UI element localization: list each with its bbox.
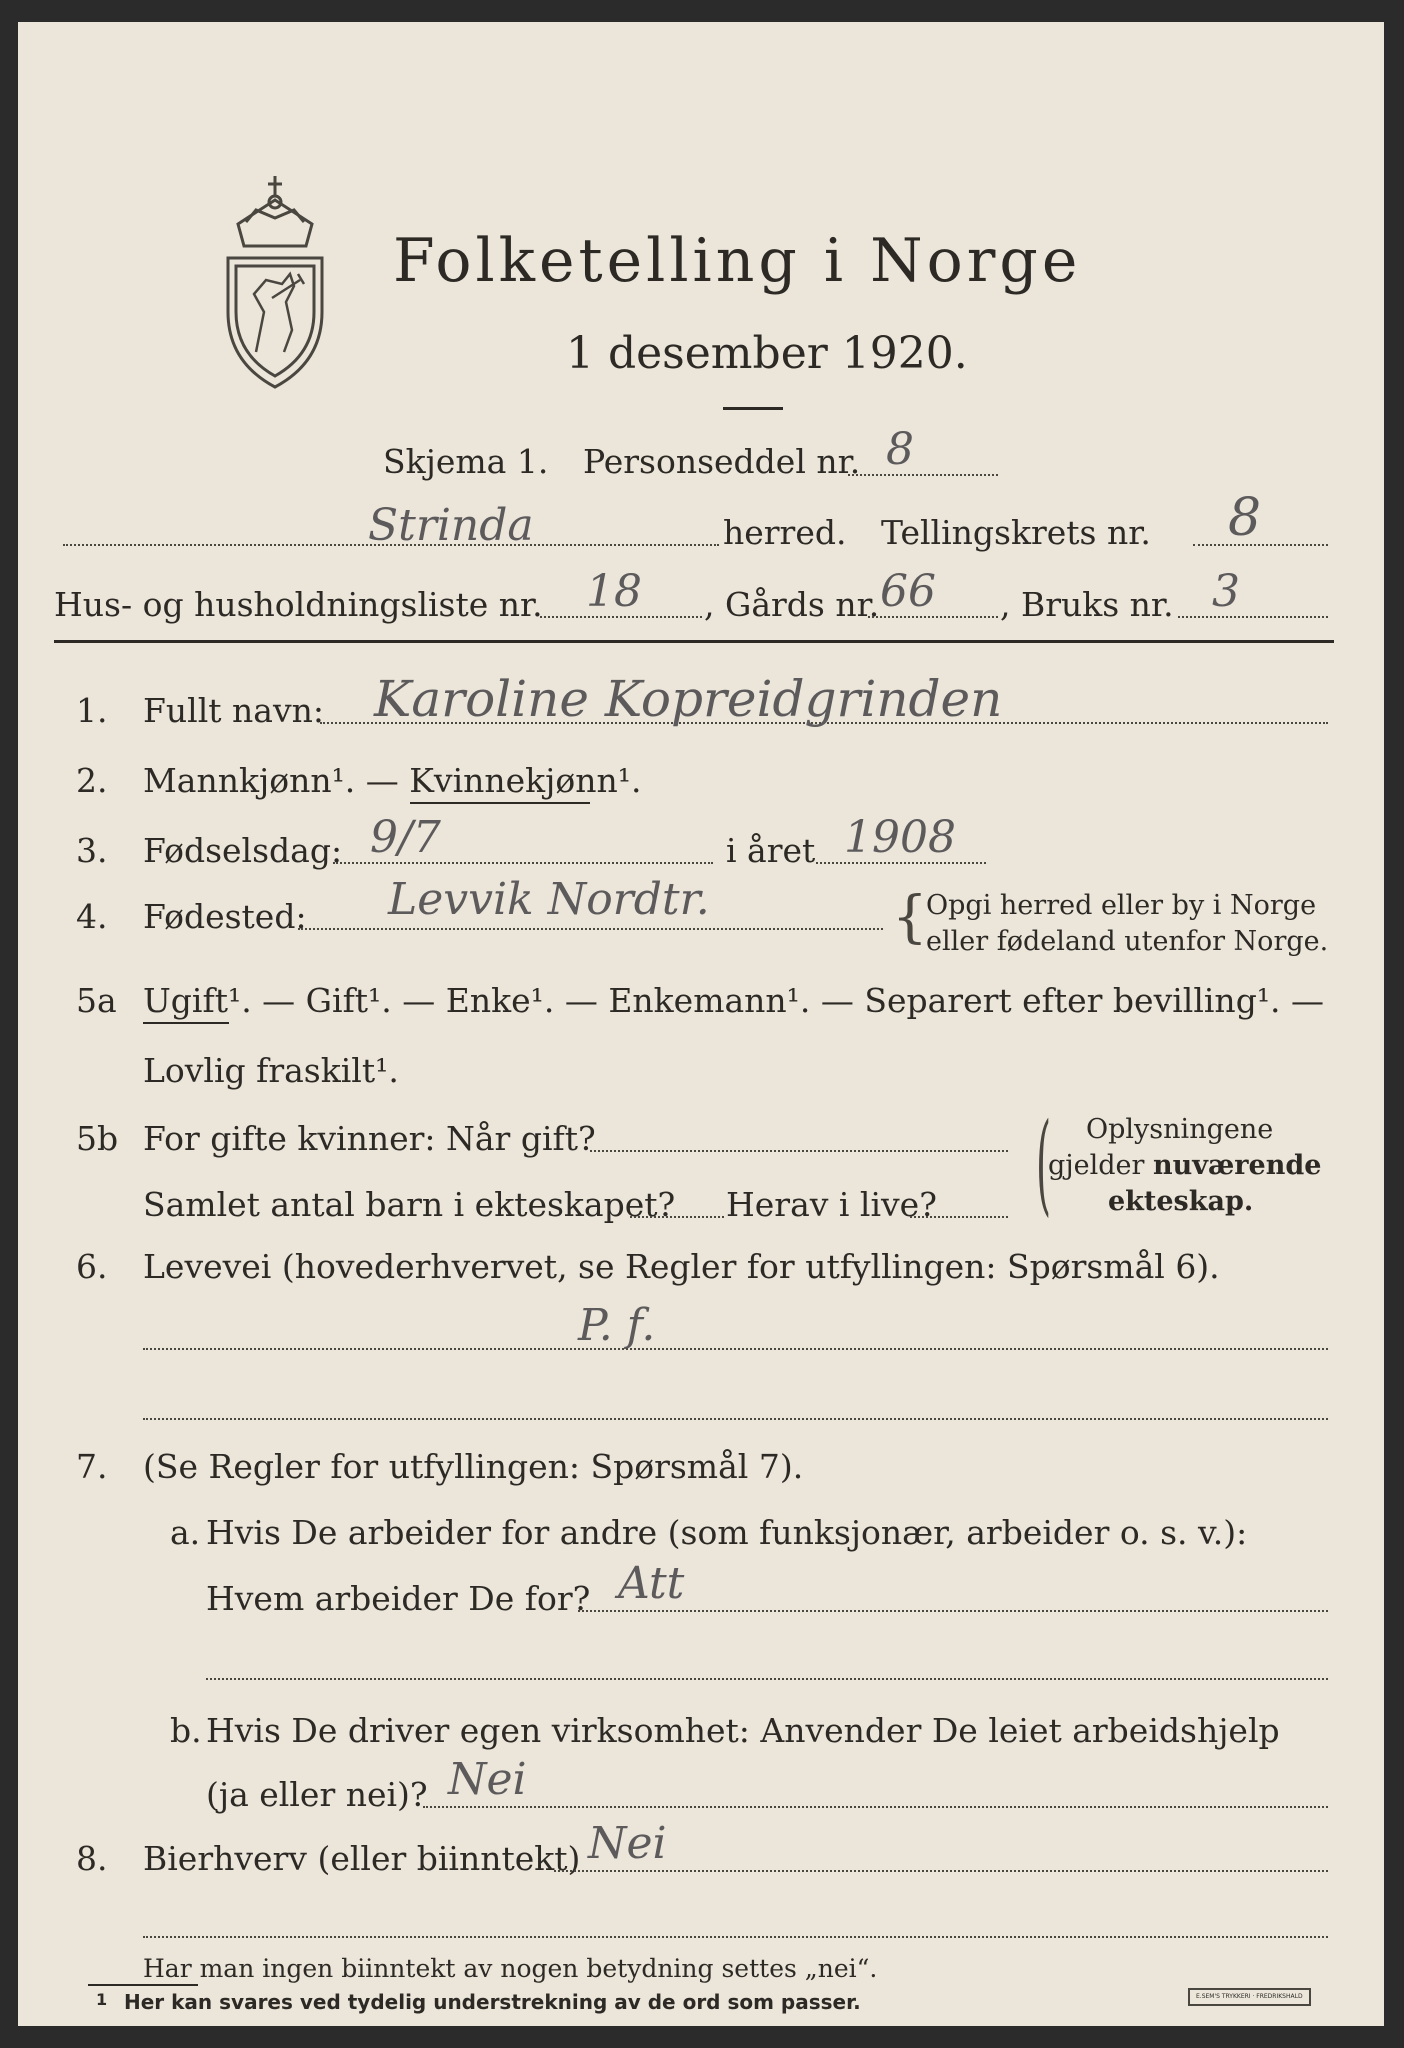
footnote-divider bbox=[88, 1984, 198, 1986]
bruks-label: , Bruks nr. bbox=[1000, 585, 1174, 624]
q2-text: Mannkjønn¹. — Kvinnekjønn¹. bbox=[143, 761, 642, 800]
bruks-line bbox=[1178, 616, 1328, 618]
q7a-label: Hvem arbeider De for? bbox=[206, 1579, 591, 1618]
q7-number: 7. bbox=[76, 1447, 108, 1486]
norway-coat-of-arms-icon bbox=[216, 162, 334, 392]
q5a-number: 5a bbox=[76, 981, 117, 1020]
q6-line2 bbox=[143, 1418, 1328, 1420]
note-text: Har man ingen biinntekt av nogen betydning settes „nei“. bbox=[143, 1954, 878, 1983]
header-divider bbox=[54, 640, 1334, 643]
hus-label: Hus- og husholdningsliste nr. bbox=[54, 585, 543, 624]
printer-stamp: E.SEM'S TRYKKERI · FREDRIKSHALD bbox=[1188, 1988, 1311, 2006]
q5b-note-line2: gjelder nuværende bbox=[1048, 1150, 1322, 1181]
person-label: Personseddel nr. bbox=[583, 442, 861, 481]
q7a-letter: a. bbox=[170, 1513, 201, 1552]
q5b-number: 5b bbox=[76, 1119, 119, 1158]
title-divider bbox=[723, 407, 783, 410]
krets-label: Tellingskrets nr. bbox=[881, 513, 1151, 552]
q7a-line bbox=[578, 1610, 1328, 1612]
gards-value: 66 bbox=[880, 566, 936, 617]
q7b-line bbox=[423, 1806, 1328, 1808]
bruks-value: 3 bbox=[1212, 566, 1240, 617]
q3-year-label: i året bbox=[726, 831, 816, 870]
q1-label: Fullt navn: bbox=[143, 691, 324, 730]
footnote-number: 1 bbox=[96, 1990, 108, 2009]
q2-number: 2. bbox=[76, 761, 108, 800]
q4-number: 4. bbox=[76, 897, 108, 936]
krets-value: 8 bbox=[1228, 488, 1262, 548]
q5b-alive-line bbox=[910, 1216, 1008, 1218]
q7b-letter: b. bbox=[170, 1711, 202, 1750]
q7a-value: Att bbox=[618, 1558, 685, 1609]
q5b-note-line1: Oplysningene bbox=[1086, 1114, 1274, 1145]
q2-underline bbox=[410, 802, 590, 804]
q8-label: Bierhverv (eller biinntekt) bbox=[143, 1839, 581, 1878]
form-title: Folketelling i Norge bbox=[393, 226, 1082, 296]
q4-brace: { bbox=[892, 885, 928, 950]
q6-text: Levevei (hovederhvervet, se Regler for utfyllingen: Spørsmål 6). bbox=[143, 1247, 1220, 1286]
census-date: 1 desember 1920. bbox=[566, 328, 968, 379]
q5b-alive-label: Herav i live? bbox=[726, 1185, 937, 1224]
q1-number: 1. bbox=[76, 691, 108, 730]
q5a-text: Ugift¹. — Gift¹. — Enke¹. — Enkemann¹. — Separert efter bevilling¹. — bbox=[143, 981, 1325, 1020]
q5b-bracket: ( bbox=[1035, 1099, 1051, 1227]
q7b-value: Nei bbox=[448, 1754, 527, 1805]
q8-value: Nei bbox=[588, 1818, 667, 1869]
q4-line bbox=[298, 928, 883, 930]
q3-number: 3. bbox=[76, 831, 108, 870]
herred-label: herred. bbox=[723, 513, 847, 552]
q5a-text-line2: Lovlig fraskilt¹. bbox=[143, 1051, 399, 1090]
q6-number: 6. bbox=[76, 1247, 108, 1286]
q7b-text: Hvis De driver egen virksomhet: Anvender De leiet arbeidshjelp bbox=[206, 1711, 1280, 1750]
q5b-children-line bbox=[630, 1216, 724, 1218]
q4-note-line2: eller fødeland utenfor Norge. bbox=[926, 926, 1329, 957]
q4-value: Levvik Nordtr. bbox=[388, 874, 710, 925]
q3-year-value: 1908 bbox=[844, 812, 956, 863]
q5b-label: For gifte kvinner: Når gift? bbox=[143, 1119, 596, 1158]
gards-label: , Gårds nr. bbox=[704, 585, 880, 624]
q8-line bbox=[554, 1870, 1328, 1872]
q5a-underline bbox=[143, 1022, 229, 1024]
hus-value: 18 bbox=[586, 566, 642, 617]
q6-value: P. f. bbox=[578, 1300, 656, 1351]
q7b-label: (ja eller nei)? bbox=[206, 1775, 428, 1814]
schema-label: Skjema 1. bbox=[383, 442, 549, 481]
q8-number: 8. bbox=[76, 1839, 108, 1878]
q4-label: Fødested: bbox=[143, 897, 307, 936]
q5b-children-label: Samlet antal barn i ekteskapet? bbox=[143, 1185, 676, 1224]
census-form-sheet bbox=[18, 22, 1384, 2026]
q1-value: Karoline Kopreidgrinden bbox=[374, 670, 1003, 728]
q7-text: (Se Regler for utfyllingen: Spørsmål 7). bbox=[143, 1447, 804, 1486]
footnote-text: Her kan svares ved tydelig understrekning av de ord som passer. bbox=[124, 1990, 861, 2014]
q3-label: Fødselsdag: bbox=[143, 831, 343, 870]
q3-value: 9/7 bbox=[370, 812, 441, 863]
q4-note-line1: Opgi herred eller by i Norge bbox=[926, 890, 1317, 921]
person-number-value: 8 bbox=[886, 424, 914, 475]
q5b-note-line3: ekteskap. bbox=[1108, 1186, 1254, 1217]
q6-line1 bbox=[143, 1348, 1328, 1350]
q7a-text: Hvis De arbeider for andre (som funksjonær, arbeider o. s. v.): bbox=[206, 1513, 1248, 1552]
person-number-line bbox=[848, 474, 998, 476]
q8-line2 bbox=[143, 1936, 1328, 1938]
q7a-line2 bbox=[206, 1678, 1328, 1680]
herred-value: Strinda bbox=[368, 500, 534, 551]
q5b-married-line bbox=[590, 1150, 1008, 1152]
